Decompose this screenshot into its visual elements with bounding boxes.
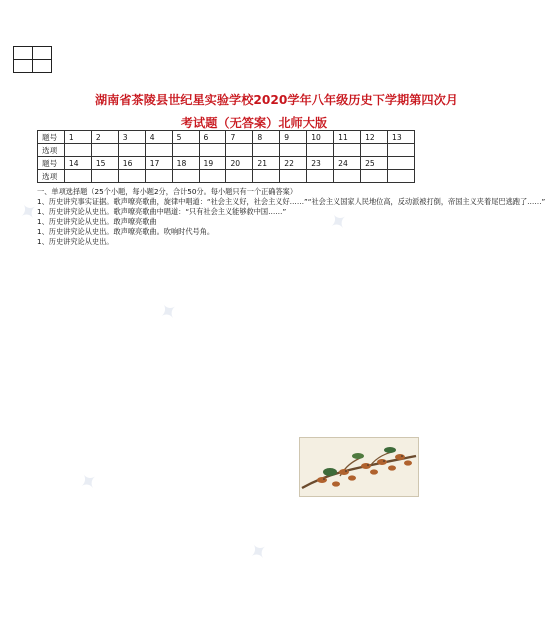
answer-cell: [172, 170, 199, 183]
question-number: 10: [307, 131, 334, 144]
question-number: 25: [361, 157, 388, 170]
watermark-mark: ✦: [154, 296, 184, 329]
question-number: 15: [91, 157, 118, 170]
answer-cell: [118, 144, 145, 157]
question-number: 4: [145, 131, 172, 144]
answer-cell: [280, 170, 307, 183]
answer-row-2-options: [38, 170, 415, 183]
answer-cell: [280, 144, 307, 157]
answer-cell: [334, 170, 361, 183]
row-label: 题号: [38, 157, 65, 170]
question-number: 23: [307, 157, 334, 170]
question-line: 1、历史讲究论从史出。歌声嘹亮歌曲中唱道：“只有社会主义能够救中国……”: [37, 207, 287, 217]
question-number: 14: [64, 157, 91, 170]
question-body: [37, 187, 545, 247]
answer-cell: [307, 170, 334, 183]
answer-cell: [387, 170, 414, 183]
answer-cell: [226, 170, 253, 183]
question-number: 22: [280, 157, 307, 170]
question-number: 18: [172, 157, 199, 170]
question-number: 7: [226, 131, 253, 144]
question-number: 11: [334, 131, 361, 144]
question-number: 17: [145, 157, 172, 170]
question-number: 5: [172, 131, 199, 144]
answer-cell: [118, 170, 145, 183]
question-line: 1、历史讲究论从史出。敢声嘹亮歌曲: [37, 217, 157, 227]
question-number: 3: [118, 131, 145, 144]
watermark-mark: ✦: [324, 206, 354, 239]
question-line: 1、历史讲究事实证据。歌声嘹亮歌曲，旋律中唱道：“社会主义好，社会主义好……”“社会主义国家人民地位高，反动派被打倒，帝国主义夹着尾巴逃跑了……”: [37, 197, 545, 207]
answer-cell: [199, 170, 226, 183]
score-cell: [14, 47, 33, 60]
answer-cell: [361, 144, 388, 157]
question-number: 12: [361, 131, 388, 144]
answer-cell: [172, 144, 199, 157]
watermark-mark: ✦: [14, 196, 44, 229]
question-number: 6: [199, 131, 226, 144]
score-cell: [33, 47, 52, 60]
answer-cell: [91, 170, 118, 183]
question-number: 21: [253, 157, 280, 170]
question-number: 1: [64, 131, 91, 144]
answer-cell: [334, 144, 361, 157]
answer-row-2-numbers: [38, 157, 415, 170]
watermark-mark: ✦: [244, 536, 274, 569]
question-number: 8: [253, 131, 280, 144]
question-number: 9: [280, 131, 307, 144]
score-cell: [14, 60, 33, 73]
score-grid: [13, 46, 52, 73]
answer-cell: [145, 170, 172, 183]
row-label: 题号: [38, 131, 65, 144]
answer-row-1-numbers: [38, 131, 415, 144]
row-label: 选项: [38, 144, 65, 157]
answer-cell: [307, 144, 334, 157]
answer-cell: [361, 170, 388, 183]
answer-cell: [64, 170, 91, 183]
answer-cell: [387, 144, 414, 157]
answer-cell: [253, 170, 280, 183]
row-label: 选项: [38, 170, 65, 183]
answer-table: [37, 130, 415, 183]
answer-cell: [226, 144, 253, 157]
question-line: 1、历史讲究论从史出。: [37, 237, 114, 247]
question-number: [387, 157, 414, 170]
question-number: 24: [334, 157, 361, 170]
answer-cell: [199, 144, 226, 157]
title-line-1: 湖南省茶陵县世纪星实验学校2020学年八年级历史下学期第四次月: [95, 93, 458, 107]
question-line: 1、历史讲究论从史出。敢声嘹亮歌曲。吹响时代号角。: [37, 227, 215, 237]
answer-cell: [91, 144, 118, 157]
question-number: 19: [199, 157, 226, 170]
score-cell: [33, 60, 52, 73]
question-number: 20: [226, 157, 253, 170]
answer-cell: [145, 144, 172, 157]
answer-cell: [64, 144, 91, 157]
question-line: 一、单项选择题（25个小题，每小题2分，合计50分。每小题只有一个正确答案）: [37, 187, 298, 196]
answer-row-1-options: [38, 144, 415, 157]
question-number: 2: [91, 131, 118, 144]
answer-cell: [253, 144, 280, 157]
bird-painting-image: [299, 437, 419, 497]
question-number: 13: [387, 131, 414, 144]
title-line-2: 考试题（无答案）北师大版: [180, 116, 328, 130]
watermark-mark: ✦: [74, 466, 104, 499]
question-number: 16: [118, 157, 145, 170]
